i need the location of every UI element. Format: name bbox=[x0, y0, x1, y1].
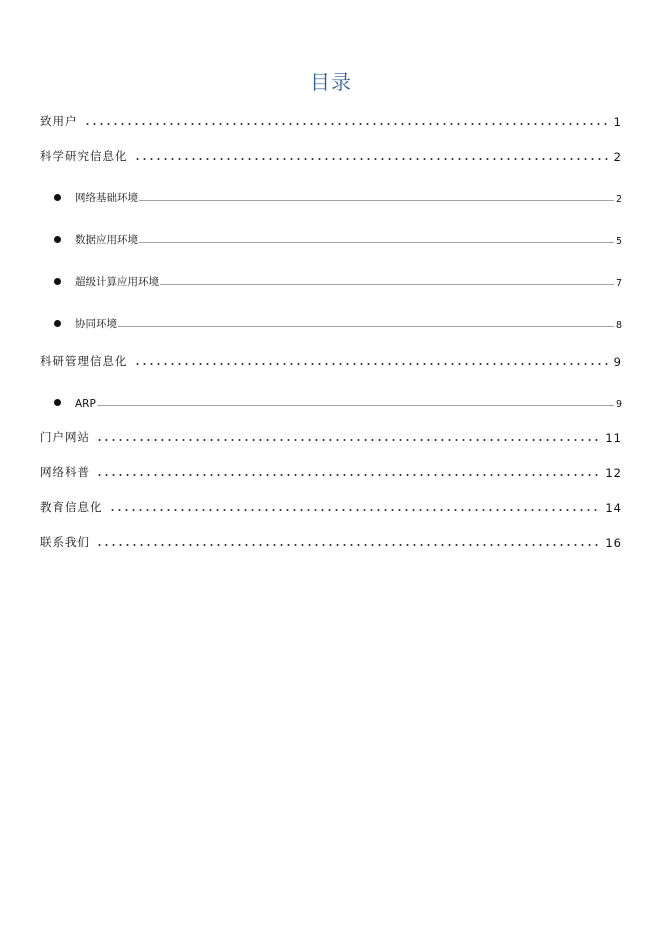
toc-entry-education-informatization[interactable] bbox=[40, 480, 622, 515]
toc-entry-science-popularization[interactable] bbox=[40, 445, 622, 480]
toc-page-number: 12 bbox=[605, 466, 622, 480]
bullet-icon bbox=[54, 320, 61, 327]
toc-entry-label: 科学研究信息化 bbox=[40, 149, 128, 163]
toc-entry-research-informatization[interactable] bbox=[40, 129, 622, 164]
dot-leader bbox=[96, 428, 601, 442]
toc-page-number: 5 bbox=[615, 236, 622, 247]
dot-leader bbox=[118, 318, 614, 328]
bullet-icon bbox=[54, 278, 61, 285]
toc-entry-label: 门户网站 bbox=[40, 430, 90, 444]
toc-subentry-supercomputing[interactable] bbox=[40, 247, 622, 289]
toc-entry-label: 教育信息化 bbox=[40, 500, 103, 514]
toc-entry-to-users[interactable] bbox=[40, 94, 622, 129]
dot-leader bbox=[160, 276, 614, 286]
toc-entry-label: 联系我们 bbox=[40, 535, 90, 549]
dot-leader bbox=[134, 147, 610, 161]
dot-leader bbox=[97, 397, 614, 407]
dot-leader bbox=[84, 112, 610, 126]
table-of-contents bbox=[40, 94, 622, 550]
toc-entry-label: 网络科普 bbox=[40, 465, 90, 479]
dot-leader bbox=[109, 498, 602, 512]
bullet-icon bbox=[54, 399, 61, 406]
dot-leader bbox=[134, 352, 610, 366]
dot-leader bbox=[96, 463, 601, 477]
toc-entry-label: ARP bbox=[75, 398, 96, 410]
toc-entry-research-management[interactable] bbox=[40, 331, 622, 369]
bullet-icon bbox=[54, 236, 61, 243]
toc-entry-label: 超级计算应用环境 bbox=[75, 276, 159, 288]
toc-page-number: 16 bbox=[605, 536, 622, 550]
bullet-icon bbox=[54, 194, 61, 201]
toc-page-number: 2 bbox=[613, 150, 622, 164]
toc-page-number: 9 bbox=[613, 355, 622, 369]
toc-page-number: 2 bbox=[615, 194, 622, 205]
dot-leader bbox=[96, 533, 601, 547]
toc-subentry-collaboration[interactable] bbox=[40, 289, 622, 331]
toc-page-number: 8 bbox=[615, 320, 622, 331]
toc-entry-portal[interactable] bbox=[40, 410, 622, 445]
toc-entry-label: 协同环境 bbox=[75, 318, 117, 330]
dot-leader bbox=[139, 192, 614, 202]
toc-entry-label: 网络基础环境 bbox=[75, 192, 138, 204]
toc-page-number: 9 bbox=[615, 399, 622, 410]
toc-subentry-arp[interactable] bbox=[40, 369, 622, 410]
toc-subentry-data-application[interactable] bbox=[40, 205, 622, 247]
toc-page-number: 14 bbox=[605, 501, 622, 515]
toc-entry-label: 致用户 bbox=[40, 114, 78, 128]
toc-page-number: 7 bbox=[615, 278, 622, 289]
toc-page-number: 11 bbox=[605, 431, 622, 445]
toc-title: 目录 bbox=[310, 70, 352, 94]
toc-entry-contact-us[interactable] bbox=[40, 515, 622, 550]
toc-entry-label: 科研管理信息化 bbox=[40, 354, 128, 368]
toc-entry-label: 数据应用环境 bbox=[75, 234, 138, 246]
toc-subentry-network-infrastructure[interactable] bbox=[40, 164, 622, 205]
toc-page-number: 1 bbox=[613, 115, 622, 129]
dot-leader bbox=[139, 234, 614, 244]
